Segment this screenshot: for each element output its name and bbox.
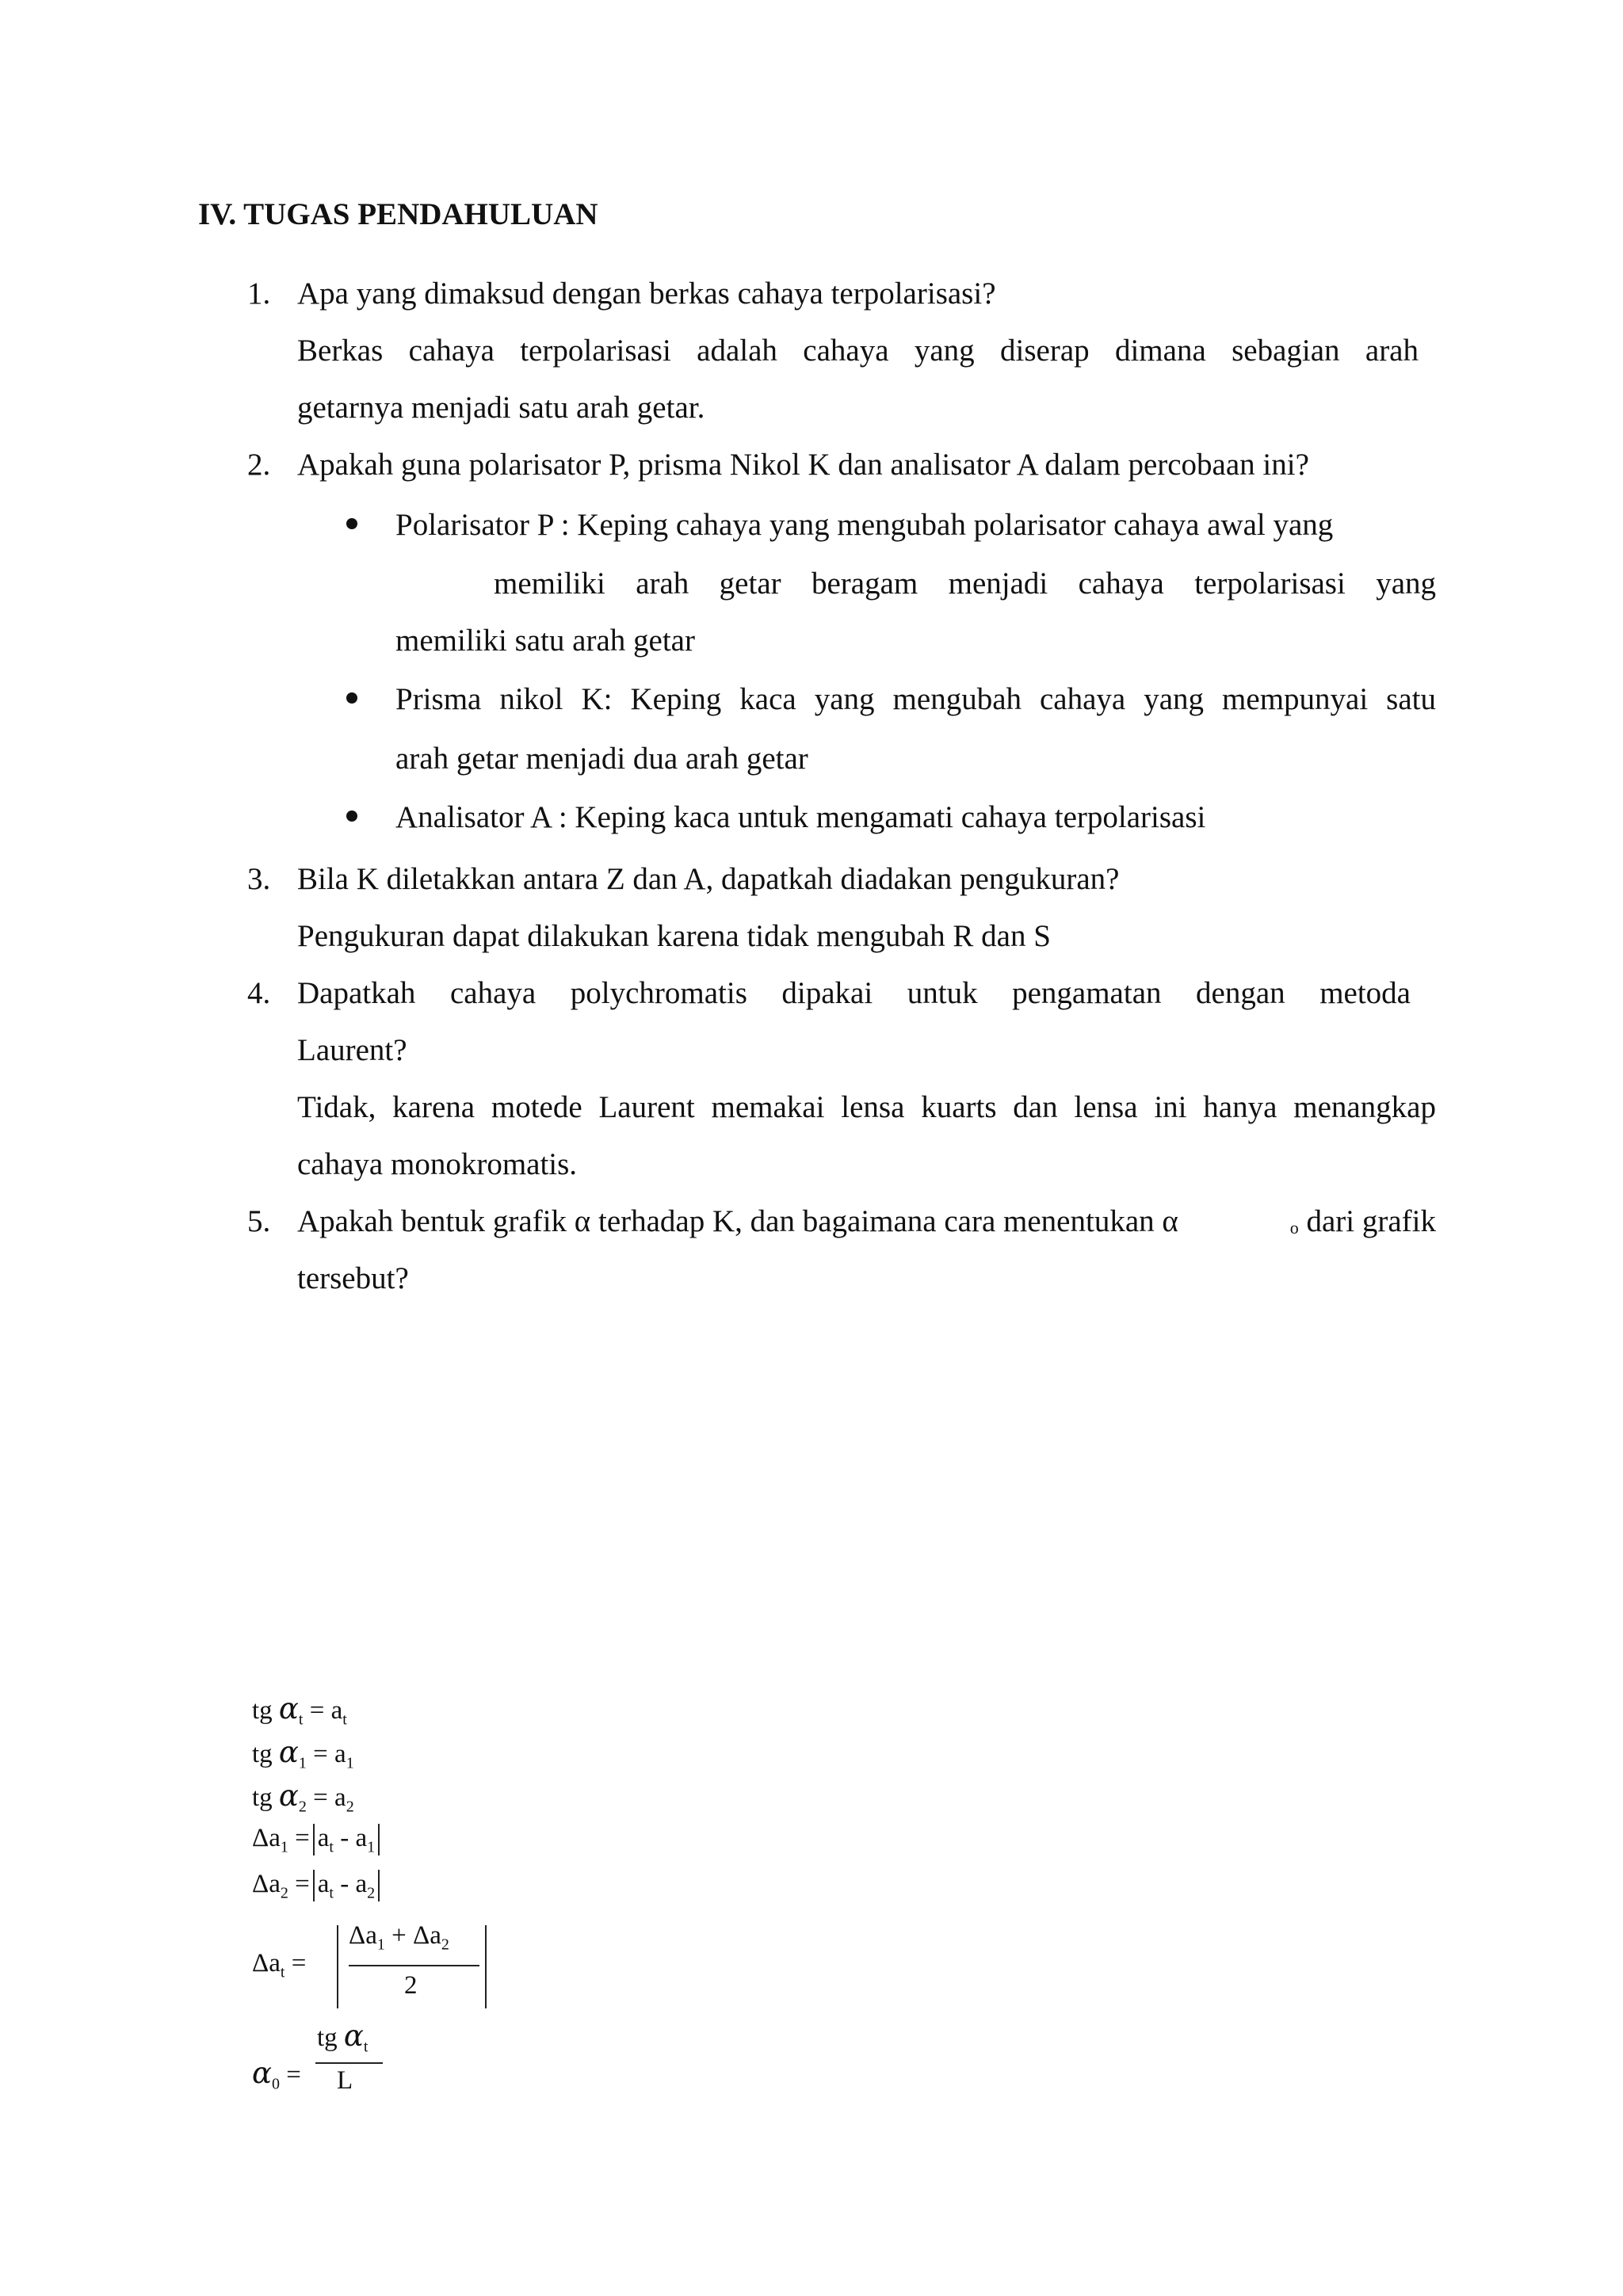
- bullet-dot: [346, 692, 357, 704]
- q3-number: 3.: [247, 862, 271, 896]
- equation-tg-alpha-1: tg $\alpha_1 = a_1$: [252, 1735, 354, 1772]
- q5-question-tail: dari grafik: [1298, 1204, 1436, 1238]
- q1-answer-line1: Berkas cahaya terpolarisasi adalah cahaya yang diserap dimana sebagian arah: [297, 334, 1419, 368]
- q3-answer: Pengukuran dapat dilakukan karena tidak mengubah R dan S: [297, 919, 1051, 953]
- q4-question-line1: Dapatkah cahaya polychromatis dipakai untuk pengamatan dengan metoda: [297, 976, 1411, 1010]
- q4-question-line2: Laurent?: [297, 1033, 407, 1067]
- abs-bar-left: [337, 1925, 338, 2008]
- q5-alpha-subscript: o: [1289, 1218, 1299, 1238]
- equation-tg-alpha-2: tg $\alpha_2 = a_2$: [252, 1779, 354, 1816]
- q1-answer-line2: getarnya menjadi satu arah getar.: [297, 391, 705, 425]
- q5-question-line1: [297, 1203, 1436, 1239]
- section-heading: IV. TUGAS PENDAHULUAN: [198, 197, 598, 231]
- q2-number: 2.: [247, 448, 271, 482]
- q2-bullet1-line3: memiliki satu arah getar: [395, 624, 695, 658]
- q4-number: 4.: [247, 976, 271, 1010]
- q2-bullet3-line1: Analisator A : Keping kaca untuk mengamati cahaya terpolarisasi: [395, 800, 1206, 834]
- q4-answer-line1: Tidak, karena motede Laurent memakai lensa kuarts dan lensa ini hanya menangkap: [297, 1090, 1436, 1124]
- equation-alpha0-numerator: tg $\alpha_t$: [317, 2019, 369, 2056]
- fraction-line: [315, 2062, 383, 2064]
- fraction-line: [349, 1965, 479, 1966]
- q4-answer-line2: cahaya monokromatis.: [297, 1147, 578, 1181]
- equation-delta-at-denominator: 2: [404, 1971, 418, 2000]
- q1-question: Apa yang dimaksud dengan berkas cahaya terpolarisasi?: [297, 277, 996, 311]
- equation-alpha0-denominator: L: [337, 2066, 353, 2095]
- q2-bullet2-line1: Prisma nikol K: Keping kaca yang mengubah cahaya yang mempunyai satu: [395, 682, 1436, 716]
- equation-delta-a2: $\Delta a_2 = a_t - a_2$: [252, 1870, 380, 1903]
- q2-question: Apakah guna polarisator P, prisma Nikol K dan analisator A dalam percobaan ini?: [297, 448, 1309, 482]
- q5-number: 5.: [247, 1204, 271, 1238]
- q3-question: Bila K diletakkan antara Z dan A, dapatkah diadakan pengukuran?: [297, 862, 1120, 896]
- q5-question-text: Apakah bentuk grafik α terhadap K, dan bagaimana cara menentukan α: [297, 1204, 1178, 1238]
- equation-delta-at-lhs: $\Delta a_t$ =: [252, 1949, 307, 1981]
- q2-bullet1-line2: memiliki arah getar beragam menjadi cahaya terpolarisasi yang: [494, 566, 1436, 601]
- bullet-dot: [346, 810, 357, 822]
- q1-number: 1.: [247, 277, 271, 311]
- equation-alpha0-lhs: $\alpha_0$ =: [252, 2056, 301, 2093]
- q2-bullet2-line2: arah getar menjadi dua arah getar: [395, 742, 808, 776]
- equation-tg-alpha-t: tg $\alpha_t = a_t$: [252, 1691, 347, 1729]
- equation-delta-a1: $\Delta a_1 = a_t - a_1$: [252, 1824, 380, 1857]
- q2-bullet1-line1: Polarisator P : Keping cahaya yang mengubah polarisator cahaya awal yang: [395, 508, 1334, 542]
- equation-delta-at-numerator: $\Delta a_1 + \Delta a_2$: [349, 1921, 449, 1954]
- abs-bar-right: [485, 1925, 487, 2008]
- q5-question-line2: tersebut?: [297, 1261, 409, 1295]
- bullet-dot: [346, 518, 357, 529]
